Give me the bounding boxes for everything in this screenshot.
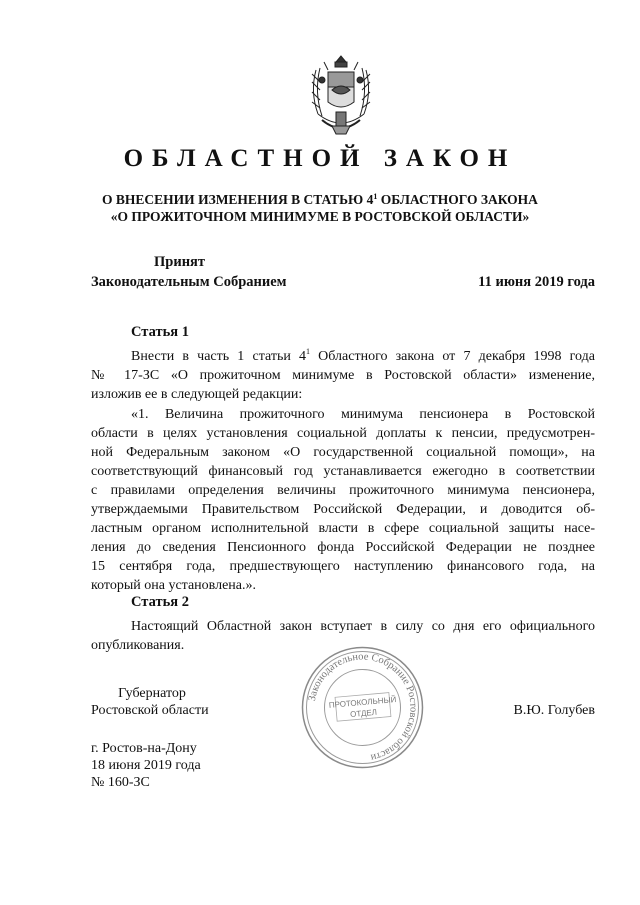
adoption-date: 11 июня 2019 года: [478, 274, 595, 290]
quote-line-6: утверждаемыми Правительством Российской Федерации, и доводится об-: [91, 502, 595, 517]
quote-line-1: [91, 405, 595, 424]
adoption-accepted: Принят: [154, 254, 206, 270]
coat-of-arms-emblem: [302, 52, 380, 140]
stamp-center-line2: ОТДЕЛ: [349, 707, 378, 720]
law-title: ОБЛАСТНОЙ ЗАКОН: [123, 145, 517, 172]
intro-line-1-sup: 1: [306, 347, 310, 356]
subtitle-superscript: 1: [373, 192, 378, 201]
quote-line-1-text: «1. Величина прожиточного минимума пенсионера в Ростовской: [131, 407, 595, 422]
signature-position-line2: Ростовской области: [91, 703, 209, 718]
quote-line-7: ластным органом исполнительной власти в сфере социальной защиты насе-: [91, 521, 595, 536]
subtitle-line1-post: ОБЛАСТНОГО ЗАКОНА: [377, 192, 538, 207]
stamp-center-line1: ПРОТОКОЛЬНЫЙ: [328, 694, 397, 710]
law-subtitle: [60, 191, 580, 225]
intro-line-1-post: Областного закона от 7 декабря 1998 года: [310, 349, 595, 364]
quote-line-2: области в целях установления социальной доплаты к пенсии, предусмотрен-: [91, 426, 595, 441]
article1-quote: [91, 405, 595, 595]
subtitle-line2: «О ПРОЖИТОЧНОМ МИНИМУМЕ В РОСТОВСКОЙ ОБЛАСТИ»: [110, 209, 530, 224]
quote-line-8: ления до сведения Пенсионного фонда Российской Федерации не позднее: [91, 540, 595, 555]
quote-line-4: соответствующий финансовый год устанавливается ежегодно в соответствии: [91, 464, 595, 479]
stamp-ring-text: Законодательное Собрание Ростовской области: [306, 651, 419, 763]
article2-heading: Статья 2: [131, 594, 189, 610]
footer-date: 18 июня 2019 года: [91, 758, 201, 773]
quote-line-3: ной Федеральным законом «О государственной социальной помощи», на: [91, 445, 595, 460]
article2-line-1-text: Настоящий Областной закон вступает в силу со дня его официального: [131, 619, 595, 634]
article2-line-2: опубликования.: [91, 638, 185, 653]
signature-name: В.Ю. Голубев: [513, 703, 595, 718]
footer-city: г. Ростов-на-Дону: [91, 741, 197, 756]
signature-position: [0, 685, 304, 702]
intro-line-1: [91, 347, 595, 366]
intro-line-2: № 17-ЗС «О прожиточном минимуме в Ростовской области» изменение,: [91, 368, 595, 383]
intro-line-1-pre: Внести в часть 1 статьи 4: [131, 349, 306, 364]
signature-position-line1: Губернатор: [118, 686, 186, 701]
article1-intro: [91, 347, 595, 404]
subtitle-line1-pre: О ВНЕСЕНИИ ИЗМЕНЕНИЯ В СТАТЬЮ 4: [102, 192, 374, 207]
quote-line-10: который она установлена.».: [91, 578, 256, 593]
quote-line-9: 15 сентября года, предшествующего наступлению финансового года, на: [91, 559, 595, 574]
article1-heading: Статья 1: [131, 324, 189, 340]
adoption-body: Законодательным Собранием: [91, 274, 287, 290]
quote-line-5: с правилами определения величины прожиточного минимума пенсионера,: [91, 483, 595, 498]
intro-line-3: изложив ее в следующей редакции:: [91, 387, 303, 402]
article2-line-1: [91, 617, 595, 636]
footer-number: № 160-ЗС: [91, 775, 150, 790]
official-stamp: [300, 645, 425, 770]
